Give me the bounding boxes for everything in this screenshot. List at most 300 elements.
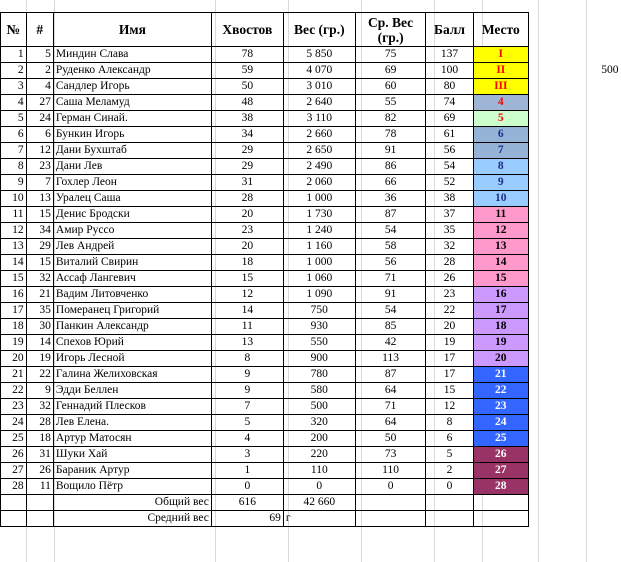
participant-id-cell[interactable]: 27	[26, 95, 53, 111]
empty-cell[interactable]	[528, 159, 574, 175]
score-cell[interactable]: 17	[426, 367, 473, 383]
place-cell[interactable]: 6	[473, 127, 528, 143]
empty-cell[interactable]	[574, 239, 621, 255]
empty-cell[interactable]	[528, 255, 574, 271]
row-number-cell[interactable]: 22	[1, 383, 27, 399]
row-number-cell[interactable]: 13	[1, 239, 27, 255]
empty-cell[interactable]	[528, 511, 574, 527]
empty-cell[interactable]	[574, 367, 621, 383]
participant-id-cell[interactable]: 4	[26, 79, 53, 95]
participant-name-cell[interactable]: Игорь Лесной	[53, 351, 211, 367]
participant-name-cell[interactable]: Геннадий Плесков	[53, 399, 211, 415]
participant-name-cell[interactable]: Дани Бухштаб	[53, 143, 211, 159]
place-cell[interactable]: 7	[473, 143, 528, 159]
empty-cell[interactable]	[473, 527, 528, 543]
empty-cell[interactable]	[574, 159, 621, 175]
row-number-cell[interactable]: 27	[1, 463, 27, 479]
participant-id-cell[interactable]: 11	[26, 479, 53, 495]
empty-cell[interactable]	[528, 143, 574, 159]
empty-cell[interactable]	[528, 495, 574, 511]
tails-count-cell[interactable]: 15	[211, 271, 283, 287]
score-cell[interactable]: 12	[426, 399, 473, 415]
weight-cell[interactable]: 0	[283, 479, 355, 495]
avg-weight-cell[interactable]: 54	[355, 303, 426, 319]
row-number-cell[interactable]: 10	[1, 191, 27, 207]
place-cell[interactable]: 24	[473, 415, 528, 431]
score-cell[interactable]: 0	[426, 479, 473, 495]
empty-cell[interactable]	[528, 527, 574, 543]
tails-count-cell[interactable]: 4	[211, 431, 283, 447]
participant-id-cell[interactable]: 6	[26, 127, 53, 143]
tails-count-cell[interactable]: 9	[211, 367, 283, 383]
score-cell[interactable]: 137	[426, 47, 473, 63]
place-cell[interactable]: 8	[473, 159, 528, 175]
row-number-cell[interactable]: 6	[1, 127, 27, 143]
participant-id-cell[interactable]: 28	[26, 415, 53, 431]
empty-cell[interactable]	[574, 335, 621, 351]
score-cell[interactable]: 38	[426, 191, 473, 207]
empty-cell[interactable]	[574, 319, 621, 335]
score-cell[interactable]: 56	[426, 143, 473, 159]
place-cell[interactable]: 16	[473, 287, 528, 303]
participant-id-cell[interactable]: 21	[26, 287, 53, 303]
place-cell[interactable]: II	[473, 63, 528, 79]
total-weight-cell[interactable]: 42 660	[283, 495, 355, 511]
empty-cell[interactable]	[574, 271, 621, 287]
empty-cell[interactable]	[26, 527, 53, 543]
empty-cell[interactable]	[574, 143, 621, 159]
avg-weight-cell[interactable]: 86	[355, 159, 426, 175]
weight-cell[interactable]: 1 240	[283, 223, 355, 239]
tails-count-cell[interactable]: 18	[211, 255, 283, 271]
place-cell[interactable]: 26	[473, 447, 528, 463]
empty-cell[interactable]	[211, 527, 283, 543]
avg-weight-cell[interactable]: 60	[355, 79, 426, 95]
score-cell[interactable]: 28	[426, 255, 473, 271]
empty-cell[interactable]	[426, 542, 473, 557]
empty-cell[interactable]	[574, 351, 621, 367]
score-cell[interactable]: 74	[426, 95, 473, 111]
tails-count-cell[interactable]: 8	[211, 351, 283, 367]
score-cell[interactable]: 69	[426, 111, 473, 127]
empty-cell[interactable]	[528, 13, 574, 47]
place-cell[interactable]: III	[473, 79, 528, 95]
score-cell[interactable]: 52	[426, 175, 473, 191]
weight-cell[interactable]: 900	[283, 351, 355, 367]
empty-cell[interactable]	[528, 367, 574, 383]
avg-weight-cell[interactable]: 75	[355, 47, 426, 63]
empty-cell[interactable]	[426, 495, 473, 511]
empty-cell[interactable]	[528, 542, 574, 557]
empty-cell[interactable]	[53, 542, 211, 557]
score-cell[interactable]: 5	[426, 447, 473, 463]
row-number-cell[interactable]: 12	[1, 223, 27, 239]
row-number-cell[interactable]: 19	[1, 335, 27, 351]
weight-cell[interactable]: 500	[283, 399, 355, 415]
tails-count-cell[interactable]: 78	[211, 47, 283, 63]
empty-cell[interactable]	[574, 511, 621, 527]
row-number-cell[interactable]: 8	[1, 159, 27, 175]
place-cell[interactable]: 17	[473, 303, 528, 319]
empty-cell[interactable]	[1, 511, 27, 527]
weight-cell[interactable]: 3 010	[283, 79, 355, 95]
tails-count-cell[interactable]: 31	[211, 175, 283, 191]
tails-count-cell[interactable]: 0	[211, 479, 283, 495]
row-number-cell[interactable]: 24	[1, 415, 27, 431]
empty-cell[interactable]	[528, 479, 574, 495]
tails-count-cell[interactable]: 13	[211, 335, 283, 351]
participant-id-cell[interactable]: 15	[26, 207, 53, 223]
weight-cell[interactable]: 750	[283, 303, 355, 319]
avg-weight-cell[interactable]: 113	[355, 351, 426, 367]
empty-cell[interactable]	[528, 303, 574, 319]
weight-cell[interactable]: 1 000	[283, 191, 355, 207]
participant-id-cell[interactable]: 30	[26, 319, 53, 335]
participant-name-cell[interactable]: Артур Матосян	[53, 431, 211, 447]
empty-cell[interactable]	[473, 495, 528, 511]
place-cell[interactable]: 13	[473, 239, 528, 255]
tails-count-cell[interactable]: 29	[211, 143, 283, 159]
empty-cell[interactable]	[574, 415, 621, 431]
place-cell[interactable]: 18	[473, 319, 528, 335]
empty-cell[interactable]	[574, 255, 621, 271]
empty-cell[interactable]	[528, 127, 574, 143]
tails-count-cell[interactable]: 1	[211, 463, 283, 479]
empty-cell[interactable]	[426, 527, 473, 543]
weight-cell[interactable]: 200	[283, 431, 355, 447]
tails-count-cell[interactable]: 28	[211, 191, 283, 207]
empty-cell[interactable]	[528, 47, 574, 63]
col-header-name[interactable]: Имя	[53, 13, 211, 47]
place-cell[interactable]: 27	[473, 463, 528, 479]
tails-count-cell[interactable]: 7	[211, 399, 283, 415]
empty-cell[interactable]	[528, 111, 574, 127]
empty-cell[interactable]	[528, 431, 574, 447]
place-cell[interactable]: 5	[473, 111, 528, 127]
tails-count-cell[interactable]: 23	[211, 223, 283, 239]
score-cell[interactable]: 80	[426, 79, 473, 95]
place-cell[interactable]: 9	[473, 175, 528, 191]
avg-weight-cell[interactable]: 42	[355, 335, 426, 351]
row-number-cell[interactable]: 26	[1, 447, 27, 463]
empty-cell[interactable]	[574, 175, 621, 191]
tails-count-cell[interactable]: 50	[211, 79, 283, 95]
score-cell[interactable]: 6	[426, 431, 473, 447]
empty-cell[interactable]	[574, 463, 621, 479]
weight-cell[interactable]: 550	[283, 335, 355, 351]
empty-cell[interactable]	[26, 542, 53, 557]
empty-cell[interactable]	[355, 511, 426, 527]
avg-weight-cell[interactable]: 71	[355, 399, 426, 415]
side-value-cell[interactable]: 500	[601, 64, 619, 76]
empty-cell[interactable]	[528, 207, 574, 223]
weight-cell[interactable]: 320	[283, 415, 355, 431]
average-weight-label[interactable]: Средний вес	[53, 511, 211, 527]
row-number-cell[interactable]: 5	[1, 111, 27, 127]
score-cell[interactable]: 37	[426, 207, 473, 223]
avg-weight-cell[interactable]: 87	[355, 207, 426, 223]
place-cell[interactable]: 12	[473, 223, 528, 239]
empty-cell[interactable]	[1, 495, 27, 511]
row-number-cell[interactable]: 11	[1, 207, 27, 223]
empty-cell[interactable]	[528, 63, 574, 79]
participant-name-cell[interactable]: Бараник Артур	[53, 463, 211, 479]
row-number-cell[interactable]: 2	[1, 63, 27, 79]
participant-name-cell[interactable]: Миндин Слава	[53, 47, 211, 63]
avg-weight-cell[interactable]: 0	[355, 479, 426, 495]
weight-cell[interactable]: 1 730	[283, 207, 355, 223]
participant-id-cell[interactable]: 5	[26, 47, 53, 63]
empty-cell[interactable]	[574, 47, 621, 63]
avg-weight-cell[interactable]: 58	[355, 239, 426, 255]
participant-id-cell[interactable]: 2	[26, 63, 53, 79]
place-cell[interactable]: I	[473, 47, 528, 63]
avg-weight-cell[interactable]: 91	[355, 143, 426, 159]
weight-cell[interactable]: 2 640	[283, 95, 355, 111]
empty-cell[interactable]	[355, 495, 426, 511]
score-cell[interactable]: 32	[426, 239, 473, 255]
participant-id-cell[interactable]: 18	[26, 431, 53, 447]
score-cell[interactable]: 17	[426, 351, 473, 367]
empty-cell[interactable]	[528, 351, 574, 367]
empty-cell[interactable]	[283, 527, 355, 543]
place-cell[interactable]: 20	[473, 351, 528, 367]
empty-cell[interactable]	[1, 527, 27, 543]
col-header-avg-weight[interactable]: Ср. Вес (гр.)	[355, 13, 426, 47]
empty-cell[interactable]	[528, 399, 574, 415]
tails-count-cell[interactable]: 29	[211, 159, 283, 175]
weight-cell[interactable]: 580	[283, 383, 355, 399]
empty-cell[interactable]	[574, 447, 621, 463]
avg-weight-cell[interactable]: 66	[355, 175, 426, 191]
weight-cell[interactable]: 220	[283, 447, 355, 463]
empty-cell[interactable]	[574, 79, 621, 95]
place-cell[interactable]: 15	[473, 271, 528, 287]
avg-weight-cell[interactable]: 36	[355, 191, 426, 207]
weight-cell[interactable]: 2 660	[283, 127, 355, 143]
participant-id-cell[interactable]: 14	[26, 335, 53, 351]
average-weight-unit[interactable]: г	[283, 511, 355, 527]
participant-id-cell[interactable]: 13	[26, 191, 53, 207]
tails-count-cell[interactable]: 9	[211, 383, 283, 399]
empty-cell[interactable]	[211, 542, 283, 557]
tails-count-cell[interactable]: 59	[211, 63, 283, 79]
avg-weight-cell[interactable]: 78	[355, 127, 426, 143]
participant-id-cell[interactable]: 9	[26, 383, 53, 399]
score-cell[interactable]: 35	[426, 223, 473, 239]
participant-name-cell[interactable]: Галина Желиховская	[53, 367, 211, 383]
participant-name-cell[interactable]: Ассаф Лангевич	[53, 271, 211, 287]
score-cell[interactable]: 22	[426, 303, 473, 319]
row-number-cell[interactable]: 17	[1, 303, 27, 319]
row-number-cell[interactable]: 21	[1, 367, 27, 383]
participant-id-cell[interactable]: 24	[26, 111, 53, 127]
participant-name-cell[interactable]: Виталий Свирин	[53, 255, 211, 271]
avg-weight-cell[interactable]: 71	[355, 271, 426, 287]
tails-count-cell[interactable]: 5	[211, 415, 283, 431]
participant-name-cell[interactable]: Спехов Юрий	[53, 335, 211, 351]
col-header-id[interactable]: #	[26, 13, 53, 47]
score-cell[interactable]: 20	[426, 319, 473, 335]
place-cell[interactable]: 11	[473, 207, 528, 223]
empty-cell[interactable]	[574, 383, 621, 399]
weight-cell[interactable]: 5 850	[283, 47, 355, 63]
row-number-cell[interactable]: 23	[1, 399, 27, 415]
empty-cell[interactable]	[528, 239, 574, 255]
weight-cell[interactable]: 1 160	[283, 239, 355, 255]
score-cell[interactable]: 23	[426, 287, 473, 303]
row-number-cell[interactable]: 14	[1, 255, 27, 271]
avg-weight-cell[interactable]: 64	[355, 415, 426, 431]
empty-cell[interactable]	[26, 511, 53, 527]
empty-cell[interactable]	[528, 415, 574, 431]
empty-cell[interactable]	[528, 319, 574, 335]
empty-cell[interactable]	[528, 287, 574, 303]
participant-name-cell[interactable]: Амир Руссо	[53, 223, 211, 239]
empty-cell[interactable]	[574, 207, 621, 223]
tails-count-cell[interactable]: 14	[211, 303, 283, 319]
weight-cell[interactable]: 3 110	[283, 111, 355, 127]
avg-weight-cell[interactable]: 56	[355, 255, 426, 271]
weight-cell[interactable]: 2 490	[283, 159, 355, 175]
participant-name-cell[interactable]: Бункин Игорь	[53, 127, 211, 143]
avg-weight-cell[interactable]: 82	[355, 111, 426, 127]
place-cell[interactable]: 22	[473, 383, 528, 399]
avg-weight-cell[interactable]: 85	[355, 319, 426, 335]
participant-name-cell[interactable]: Саша Меламуд	[53, 95, 211, 111]
row-number-cell[interactable]: 28	[1, 479, 27, 495]
empty-cell[interactable]	[53, 527, 211, 543]
empty-cell[interactable]	[574, 303, 621, 319]
empty-cell[interactable]	[574, 287, 621, 303]
tails-count-cell[interactable]: 3	[211, 447, 283, 463]
score-cell[interactable]: 2	[426, 463, 473, 479]
empty-cell[interactable]	[528, 191, 574, 207]
participant-name-cell[interactable]: Сандлер Игорь	[53, 79, 211, 95]
participant-id-cell[interactable]: 32	[26, 399, 53, 415]
empty-cell[interactable]	[1, 542, 27, 557]
score-cell[interactable]: 8	[426, 415, 473, 431]
weight-cell[interactable]: 4 070	[283, 63, 355, 79]
participant-id-cell[interactable]: 31	[26, 447, 53, 463]
row-number-cell[interactable]: 25	[1, 431, 27, 447]
participant-name-cell[interactable]: Эдди Беллен	[53, 383, 211, 399]
empty-cell[interactable]	[355, 527, 426, 543]
tails-count-cell[interactable]: 34	[211, 127, 283, 143]
empty-cell[interactable]	[574, 527, 621, 543]
score-cell[interactable]: 26	[426, 271, 473, 287]
participant-name-cell[interactable]: Герман Синай.	[53, 111, 211, 127]
participant-name-cell[interactable]: Денис Бродски	[53, 207, 211, 223]
place-cell[interactable]: 14	[473, 255, 528, 271]
participant-id-cell[interactable]: 12	[26, 143, 53, 159]
col-header-score[interactable]: Балл	[426, 13, 473, 47]
place-cell[interactable]: 23	[473, 399, 528, 415]
avg-weight-cell[interactable]: 54	[355, 223, 426, 239]
empty-cell[interactable]	[574, 399, 621, 415]
row-number-cell[interactable]: 3	[1, 79, 27, 95]
score-cell[interactable]: 54	[426, 159, 473, 175]
col-header-number[interactable]: №	[1, 13, 27, 47]
empty-cell[interactable]	[574, 223, 621, 239]
participant-id-cell[interactable]: 23	[26, 159, 53, 175]
avg-weight-cell[interactable]: 87	[355, 367, 426, 383]
participant-name-cell[interactable]: Лев Елена.	[53, 415, 211, 431]
empty-cell[interactable]	[528, 79, 574, 95]
participant-id-cell[interactable]: 15	[26, 255, 53, 271]
empty-cell[interactable]	[283, 542, 355, 557]
participant-id-cell[interactable]: 29	[26, 239, 53, 255]
avg-weight-cell[interactable]: 91	[355, 287, 426, 303]
empty-cell[interactable]	[528, 335, 574, 351]
participant-id-cell[interactable]: 22	[26, 367, 53, 383]
empty-cell[interactable]	[574, 127, 621, 143]
empty-cell[interactable]	[528, 95, 574, 111]
col-header-weight[interactable]: Вес (гр.)	[283, 13, 355, 47]
participant-name-cell[interactable]: Вощило Пётр	[53, 479, 211, 495]
row-number-cell[interactable]: 9	[1, 175, 27, 191]
empty-cell[interactable]	[574, 495, 621, 511]
participant-name-cell[interactable]: Лев Андрей	[53, 239, 211, 255]
empty-cell[interactable]	[528, 271, 574, 287]
avg-weight-cell[interactable]: 55	[355, 95, 426, 111]
tails-count-cell[interactable]: 12	[211, 287, 283, 303]
weight-cell[interactable]: 1 060	[283, 271, 355, 287]
participant-name-cell[interactable]: Вадим Литовченко	[53, 287, 211, 303]
total-tails-cell[interactable]: 616	[211, 495, 283, 511]
tails-count-cell[interactable]: 11	[211, 319, 283, 335]
row-number-cell[interactable]: 18	[1, 319, 27, 335]
place-cell[interactable]: 19	[473, 335, 528, 351]
col-header-tails[interactable]: Хвостов	[211, 13, 283, 47]
participant-id-cell[interactable]: 19	[26, 351, 53, 367]
row-number-cell[interactable]: 16	[1, 287, 27, 303]
empty-cell[interactable]	[528, 175, 574, 191]
participant-name-cell[interactable]: Шуки Хай	[53, 447, 211, 463]
weight-cell[interactable]: 2 650	[283, 143, 355, 159]
weight-cell[interactable]: 1 090	[283, 287, 355, 303]
empty-cell[interactable]	[528, 223, 574, 239]
score-cell[interactable]: 19	[426, 335, 473, 351]
empty-cell[interactable]	[574, 479, 621, 495]
empty-cell[interactable]	[355, 542, 426, 557]
empty-cell[interactable]	[528, 463, 574, 479]
place-cell[interactable]: 10	[473, 191, 528, 207]
tails-count-cell[interactable]: 20	[211, 207, 283, 223]
row-number-cell[interactable]: 20	[1, 351, 27, 367]
weight-cell[interactable]: 2 060	[283, 175, 355, 191]
tails-count-cell[interactable]: 20	[211, 239, 283, 255]
participant-id-cell[interactable]: 34	[26, 223, 53, 239]
score-cell[interactable]: 100	[426, 63, 473, 79]
empty-cell[interactable]	[426, 511, 473, 527]
weight-cell[interactable]: 1 000	[283, 255, 355, 271]
avg-weight-cell[interactable]: 110	[355, 463, 426, 479]
empty-cell[interactable]	[26, 495, 53, 511]
tails-count-cell[interactable]: 38	[211, 111, 283, 127]
weight-cell[interactable]: 110	[283, 463, 355, 479]
participant-name-cell[interactable]: Руденко Александр	[53, 63, 211, 79]
row-number-cell[interactable]: 15	[1, 271, 27, 287]
row-number-cell[interactable]: 7	[1, 143, 27, 159]
tails-count-cell[interactable]: 48	[211, 95, 283, 111]
row-number-cell[interactable]: 1	[1, 47, 27, 63]
place-cell[interactable]: 21	[473, 367, 528, 383]
weight-cell[interactable]: 780	[283, 367, 355, 383]
avg-weight-cell[interactable]: 69	[355, 63, 426, 79]
empty-cell[interactable]	[574, 191, 621, 207]
participant-id-cell[interactable]: 32	[26, 271, 53, 287]
